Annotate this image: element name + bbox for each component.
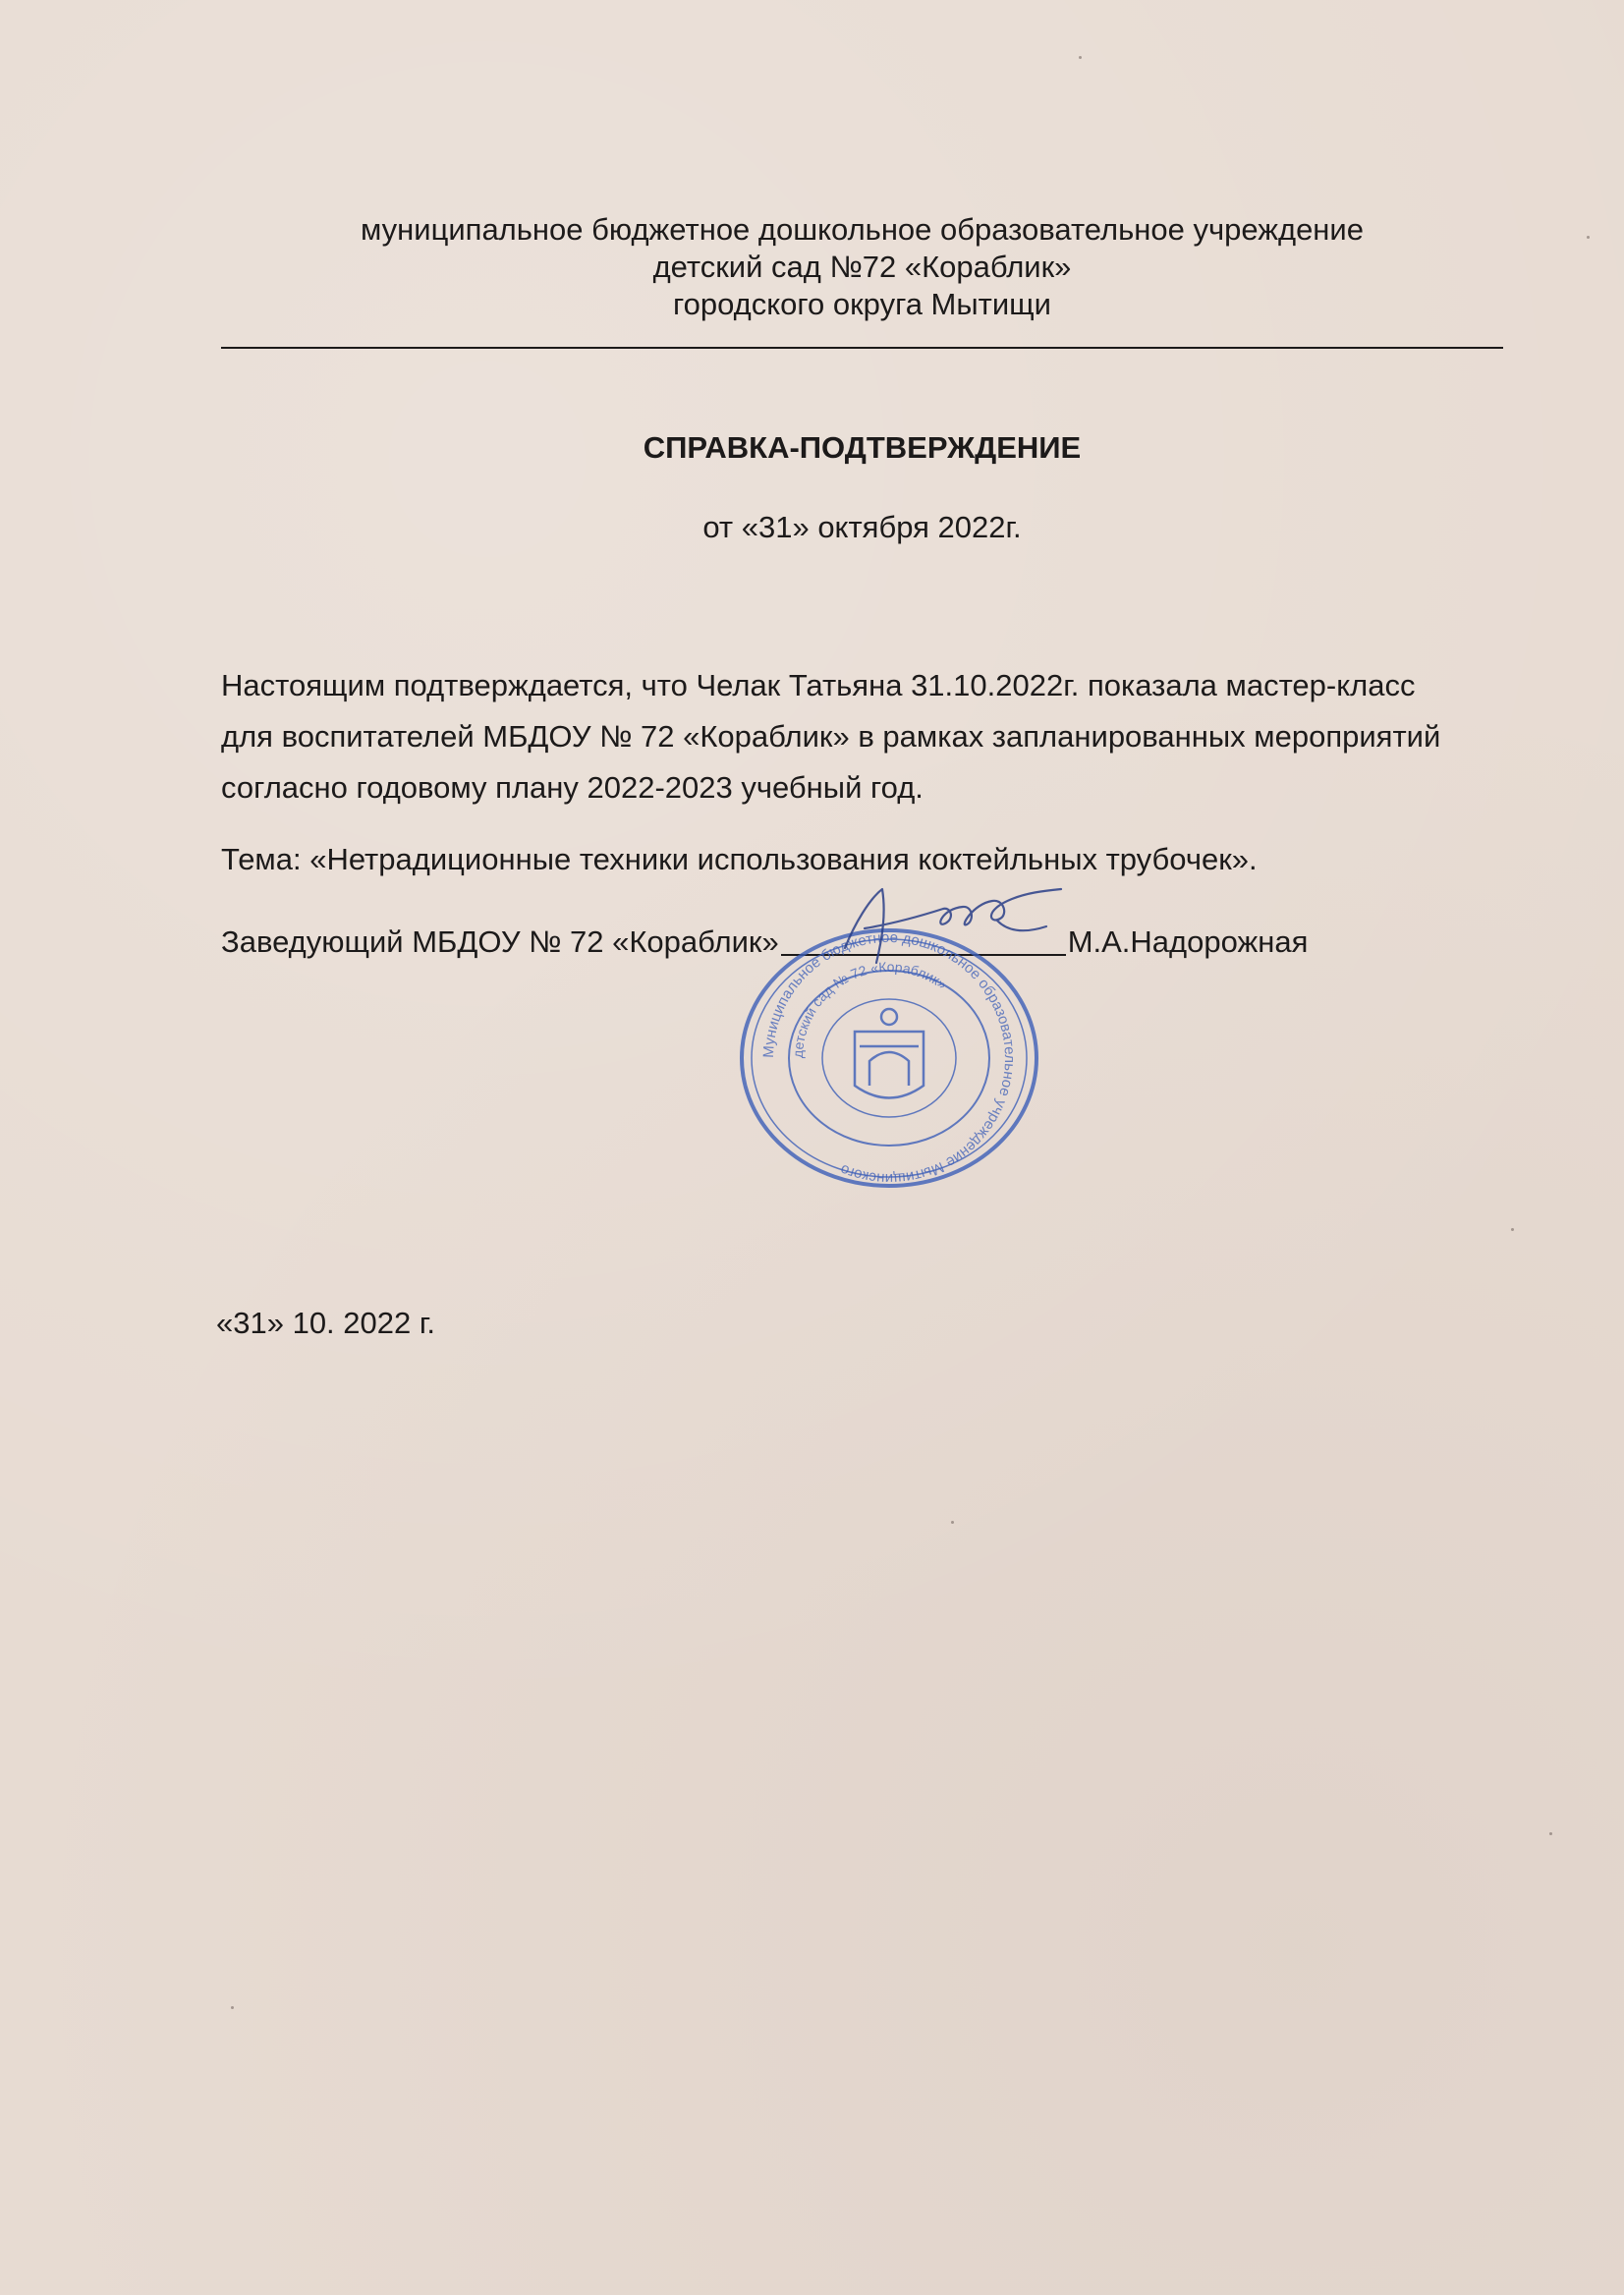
paper-speck [1587,236,1590,239]
paper-speck [231,2006,234,2009]
paper-speck [1549,1832,1552,1835]
body-line-1: Настоящим подтверждается, что Челак Татьяна 31.10.2022г. показала мастер-класс [221,668,1416,702]
stamp-emblem-icon [855,1009,924,1098]
header-line-1: муниципальное бюджетное дошкольное образовательное учреждение [360,212,1364,247]
document-date: от «31» октября 2022г. [702,510,1022,544]
handwritten-signature [825,869,1081,978]
signer-name: М.А.Надорожная [1067,924,1309,959]
paper-speck [1079,56,1082,59]
signer-position: Заведующий МБДОУ № 72 «Кораблик» [221,924,779,959]
stamp-outer-text: Муниципальное бюджетное дошкольное образовательное учреждение Мытищинского [759,928,1019,1188]
document-body [221,660,1528,813]
body-line-2: для воспитателей МБДОУ № 72 «Кораблик» в рамках запланированных мероприятий [221,719,1441,754]
organization-header [221,211,1503,323]
paper-speck [1511,1228,1514,1231]
document-title: СПРАВКА-ПОДТВЕРЖДЕНИЕ [643,430,1082,465]
footer-date: «31» 10. 2022 г. [216,1306,435,1340]
document-topic: Тема: «Нетрадиционные техники использования коктейльных трубочек». [221,842,1258,876]
body-line-3: согласно годовому плану 2022-2023 учебный год. [221,770,924,805]
stamp-inner-text: детский сад № 72 «Кораблик» [789,958,950,1059]
header-line-3: городского округа Мытищи [672,287,1051,321]
paper-speck [951,1521,954,1524]
header-line-2: детский сад №72 «Кораблик» [652,250,1072,284]
header-divider [221,347,1503,349]
